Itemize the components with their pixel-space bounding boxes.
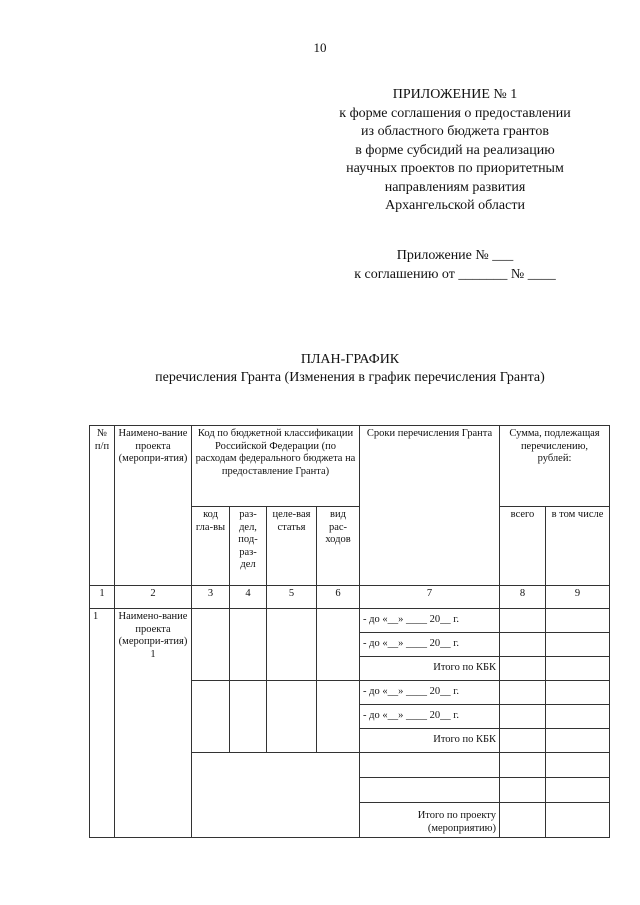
project-total-label: Итого по проекту (мероприятию) — [360, 803, 500, 838]
header-chapter-code: код гла-вы — [192, 507, 230, 586]
cell-including — [546, 778, 610, 803]
column-number: 7 — [360, 586, 500, 609]
cell-total — [500, 729, 546, 753]
cell-total — [500, 778, 546, 803]
appendix-header — [300, 86, 610, 216]
header-bcc-group: Код по бюджетной классификации Российской Федерации (по расходам федерального бюджета на предоставление Гранта) — [192, 426, 360, 507]
column-number: 6 — [317, 586, 360, 609]
cell-including — [546, 803, 610, 838]
cell-section — [230, 681, 267, 753]
payment-schedule-table — [89, 425, 610, 838]
header-expense-type: вид рас-ходов — [317, 507, 360, 586]
header-sum-group: Сумма, подлежащая перечислению, рублей: — [500, 426, 610, 507]
agreement-reference — [300, 246, 610, 284]
column-number: 9 — [546, 586, 610, 609]
cell-chapter-code — [192, 609, 230, 681]
header-total: всего — [500, 507, 546, 586]
kbk-total-label: Итого по КБК — [360, 729, 500, 753]
header-target-article: целе-вая статья — [267, 507, 317, 586]
cell-total — [500, 609, 546, 633]
cell-terms-empty — [360, 753, 500, 778]
cell-including — [546, 681, 610, 705]
deadline-cell: - до «__» ____ 20__ г. — [360, 633, 500, 657]
header-num: № п/п — [90, 426, 115, 586]
title-main: ПЛАН-ГРАФИК — [300, 352, 400, 367]
column-number: 1 — [90, 586, 115, 609]
appendix-line: в форме субсидий на реализацию — [355, 142, 555, 158]
cell-including — [546, 633, 610, 657]
agreement-ref-line1: Приложение № ___ — [396, 248, 514, 263]
column-number: 3 — [192, 586, 230, 609]
title-sub: перечисления Гранта (Изменения в график перечисления Гранта) — [155, 370, 545, 385]
cell-including — [546, 753, 610, 778]
column-number: 4 — [230, 586, 267, 609]
cell-total — [500, 633, 546, 657]
deadline-cell: - до «__» ____ 20__ г. — [360, 609, 500, 633]
cell-including — [546, 729, 610, 753]
agreement-ref-line2: к соглашению от _______ № ____ — [354, 267, 556, 282]
cell-total — [500, 681, 546, 705]
appendix-line: из областного бюджета грантов — [361, 124, 549, 139]
cell-terms-empty — [360, 778, 500, 803]
cell-expense-type — [317, 609, 360, 681]
cell-total — [500, 753, 546, 778]
header-including: в том числе — [546, 507, 610, 586]
header-project-name: Наимено-вание проекта (меропри-ятия) — [115, 426, 192, 586]
column-number: 5 — [267, 586, 317, 609]
cell-total — [500, 803, 546, 838]
header-section: раз-дел, под-раз-дел — [230, 507, 267, 586]
appendix-line: направлениям развития — [384, 179, 526, 195]
cell-including — [546, 657, 610, 681]
appendix-line: ПРИЛОЖЕНИЕ № 1 — [392, 87, 518, 102]
cell-bcc-empty — [192, 753, 360, 838]
row-num: 1 — [90, 609, 115, 838]
appendix-line: к форме соглашения о предоставлении — [339, 105, 571, 121]
cell-total — [500, 705, 546, 729]
header-terms: Сроки перечисления Гранта — [360, 426, 500, 586]
document-title — [60, 351, 640, 387]
cell-target-article — [267, 681, 317, 753]
deadline-cell: - до «__» ____ 20__ г. — [360, 681, 500, 705]
cell-target-article — [267, 609, 317, 681]
page-number: 10 — [313, 40, 327, 55]
kbk-total-label: Итого по КБК — [360, 657, 500, 681]
cell-section — [230, 609, 267, 681]
cell-including — [546, 705, 610, 729]
appendix-line: Архангельской области — [385, 198, 525, 213]
column-number: 2 — [115, 586, 192, 609]
row-project-name: Наимено-вание проекта (меропри-ятия) 1 — [115, 609, 192, 838]
cell-expense-type — [317, 681, 360, 753]
appendix-line: научных проектов по приоритетным — [346, 161, 564, 176]
cell-including — [546, 609, 610, 633]
column-number: 8 — [500, 586, 546, 609]
deadline-cell: - до «__» ____ 20__ г. — [360, 705, 500, 729]
cell-chapter-code — [192, 681, 230, 753]
cell-total — [500, 657, 546, 681]
